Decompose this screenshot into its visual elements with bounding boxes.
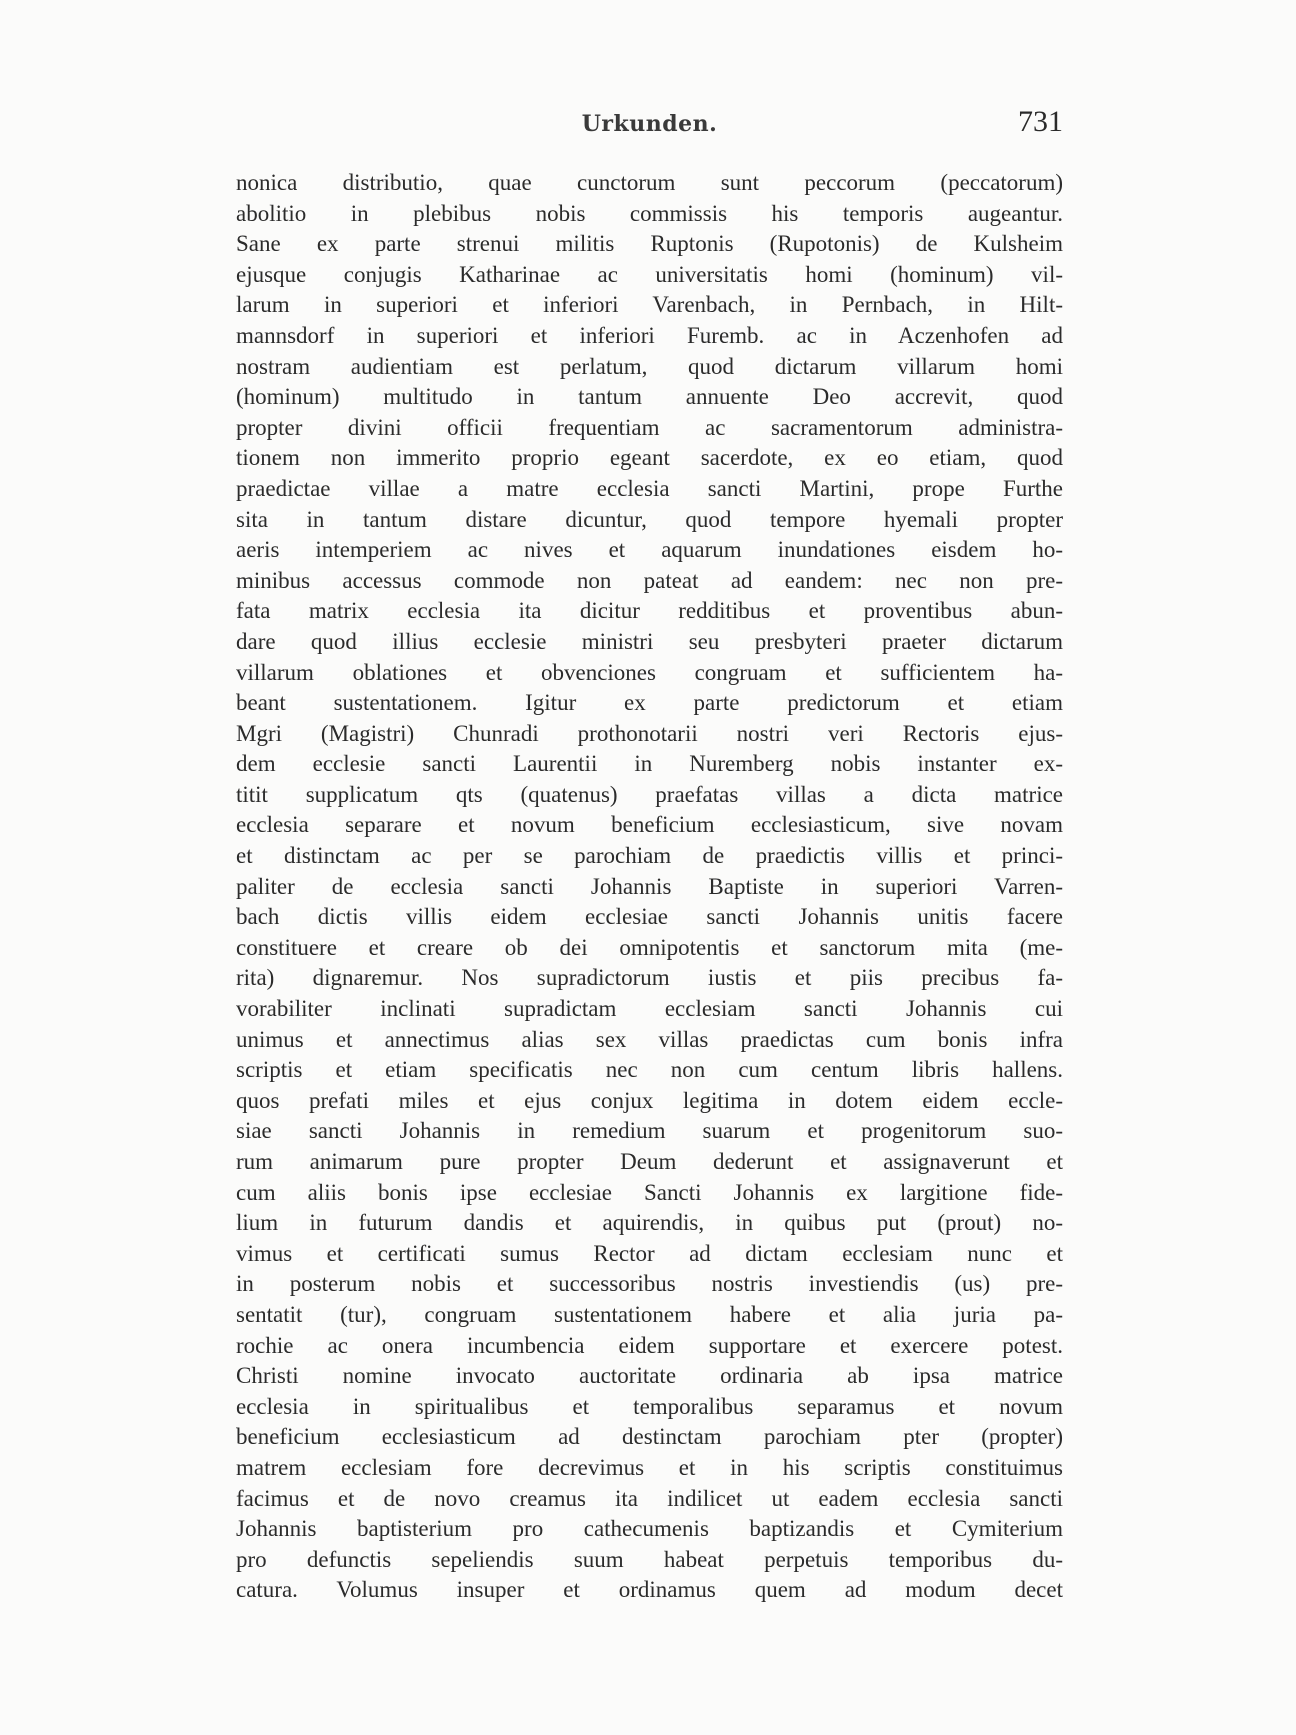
text-line: mannsdorf in superiori et inferiori Furemb. ac in Aczenhofen ad [236, 322, 1063, 348]
text-line: lium in futurum dandis et aquirendis, in quibus put (prout) no- [236, 1210, 1063, 1236]
text-line: ejusque conjugis Katharinae ac universitatis homi (hominum) vil- [236, 261, 1063, 287]
text-line: larum in superiori et inferiori Varenbach, in Pernbach, in Hilt- [236, 292, 1063, 318]
text-line: ecclesia in spiritualibus et temporalibus separamus et novum [236, 1393, 1063, 1419]
text-line: rum animarum pure propter Deum dederunt et assignaverunt et [236, 1149, 1063, 1174]
text-line: in posterum nobis et successoribus nostris investiendis (us) pre- [236, 1271, 1063, 1297]
text-line: rita) dignaremur. Nos supradictorum iustis et piis precibus fa- [236, 965, 1063, 991]
text-line: nostram audientiam est perlatum, quod dictarum villarum homi [236, 353, 1063, 379]
text-line: propter divini officii frequentiam ac sacramentorum administra- [236, 414, 1063, 440]
page-header [236, 105, 1063, 145]
text-line: bach dictis villis eidem ecclesiae sancti Johannis unitis facere [236, 904, 1063, 930]
text-line: Mgri (Magistri) Chunradi prothonotarii nostri veri Rectoris ejus- [236, 720, 1063, 746]
text-line: scriptis et etiam specificatis nec non cum centum libris hallens. [236, 1057, 1063, 1083]
text-line: dare quod illius ecclesie ministri seu presbyteri praeter dictarum [236, 628, 1063, 654]
text-line: vorabiliter inclinati supradictam ecclesiam sancti Johannis cui [236, 996, 1063, 1022]
text-line: Johannis baptisterium pro cathecumenis baptizandis et Cymiterium [236, 1516, 1063, 1542]
text-line: (hominum) multitudo in tantum annuente Deo accrevit, quod [236, 384, 1063, 410]
text-line: siae sancti Johannis in remedium suarum et progenitorum suo- [236, 1118, 1063, 1144]
text-line: quos prefati miles et ejus conjux legitima in dotem eidem eccle- [236, 1087, 1063, 1113]
text-line: minibus accessus commode non pateat ad eandem: nec non pre- [236, 567, 1063, 593]
text-line: Sane ex parte strenui militis Ruptonis (Rupotonis) de Kulsheim [236, 231, 1063, 257]
text-line: beant sustentationem. Igitur ex parte predictorum et etiam [236, 690, 1063, 716]
text-line: aeris intemperiem ac nives et aquarum inundationes eisdem ho- [236, 537, 1063, 563]
text-line: sita in tantum distare dicuntur, quod tempore hyemali propter [236, 506, 1063, 532]
text-line: vimus et certificati sumus Rector ad dictam ecclesiam nunc et [236, 1240, 1063, 1266]
text-line: rochie ac onera incumbencia eidem supportare et exercere potest. [236, 1332, 1063, 1358]
text-line: tionem non immerito proprio egeant sacerdote, ex eo etiam, quod [236, 445, 1063, 471]
text-line: titit supplicatum qts (quatenus) praefatas villas a dicta matrice [236, 781, 1063, 807]
body-text [236, 168, 1063, 1606]
text-line: fata matrix ecclesia ita dicitur redditibus et proventibus abun- [236, 598, 1063, 624]
text-line: et distinctam ac per se parochiam de praedictis villis et princi- [236, 843, 1063, 869]
text-line: praedictae villae a matre ecclesia sancti Martini, prope Furthe [236, 475, 1063, 501]
text-line: facimus et de novo creamus ita indilicet ut eadem ecclesia sancti [236, 1485, 1063, 1511]
text-line: catura. Volumus insuper et ordinamus quem ad modum decet [236, 1577, 1063, 1603]
text-line: Christi nomine invocato auctoritate ordinaria ab ipsa matrice [236, 1363, 1063, 1389]
text-line: matrem ecclesiam fore decrevimus et in his scriptis constituimus [236, 1454, 1063, 1480]
text-line: nonica distributio, quae cunctorum sunt peccorum (peccatorum) [236, 170, 1063, 195]
text-line: dem ecclesie sancti Laurentii in Nuremberg nobis instanter ex- [236, 751, 1063, 777]
page-number: 731 [1018, 105, 1063, 138]
text-line: pro defunctis sepeliendis suum habeat perpetuis temporibus du- [236, 1546, 1063, 1572]
text-line: paliter de ecclesia sancti Johannis Baptiste in superiori Varren- [236, 873, 1063, 899]
text-line: beneficium ecclesiasticum ad destinctam parochiam pter (propter) [236, 1424, 1063, 1450]
text-line: abolitio in plebibus nobis commissis his temporis augeantur. [236, 200, 1063, 226]
text-line: constituere et creare ob dei omnipotentis et sanctorum mita (me- [236, 934, 1063, 960]
text-line: sentatit (tur), congruam sustentationem habere et alia juria pa- [236, 1301, 1063, 1327]
text-line: ecclesia separare et novum beneficium ecclesiasticum, sive novam [236, 812, 1063, 838]
running-head: Urkunden. [581, 111, 718, 137]
text-line: cum aliis bonis ipse ecclesiae Sancti Johannis ex largitione fide- [236, 1179, 1063, 1205]
text-line: unimus et annectimus alias sex villas praedictas cum bonis infra [236, 1026, 1063, 1052]
text-line: villarum oblationes et obvenciones congruam et sufficientem ha- [236, 659, 1063, 685]
